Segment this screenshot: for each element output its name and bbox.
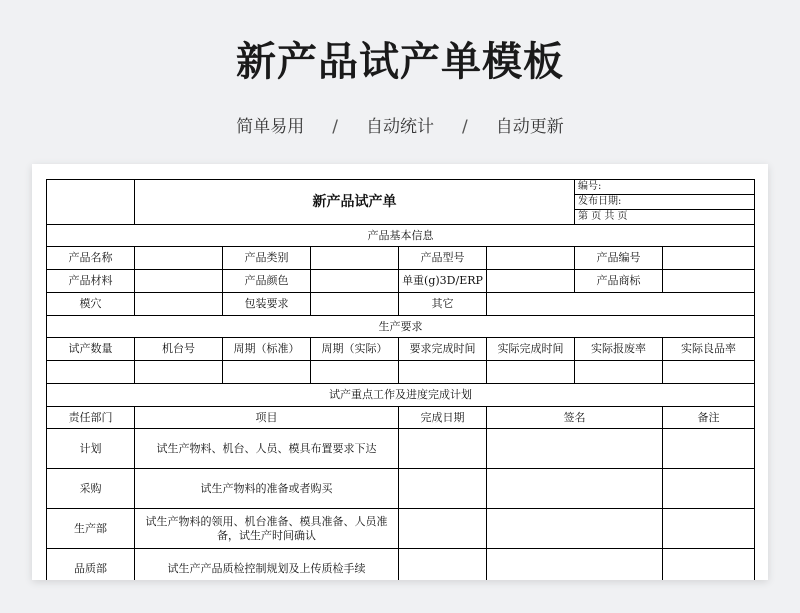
label-product-model: 产品型号: [399, 247, 487, 270]
label-packaging: 包装要求: [223, 293, 311, 316]
plan-row-signature[interactable]: [487, 549, 663, 581]
label-product-trademark: 产品商标: [575, 270, 663, 293]
label-product-name: 产品名称: [47, 247, 135, 270]
plan-row-date[interactable]: [399, 549, 487, 581]
field-cycle-actual[interactable]: [311, 361, 399, 384]
col-actual-finish: 实际完成时间: [487, 338, 575, 361]
field-product-color[interactable]: [311, 270, 399, 293]
col-remarks: 备注: [663, 407, 755, 429]
field-product-material[interactable]: [135, 270, 223, 293]
feature-easy: 简单易用: [236, 117, 305, 137]
field-other[interactable]: [487, 293, 755, 316]
section-production: 生产要求: [47, 316, 755, 338]
plan-row-signature[interactable]: [487, 469, 663, 509]
field-scrap-rate[interactable]: [575, 361, 663, 384]
label-product-color: 产品颜色: [223, 270, 311, 293]
separator: /: [462, 117, 468, 137]
col-yield-rate: 实际良品率: [663, 338, 755, 361]
plan-row-dept: 计划: [47, 429, 135, 469]
col-signature: 签名: [487, 407, 663, 429]
form-title: 新产品试产单: [135, 180, 575, 225]
plan-row-remarks[interactable]: [663, 509, 755, 549]
plan-row-dept: 品质部: [47, 549, 135, 581]
section-basic-info: 产品基本信息: [47, 225, 755, 247]
plan-row-signature[interactable]: [487, 429, 663, 469]
plan-row-item: 试生产物料的领用、机台准备、模具准备、人员准备，试生产时间确认: [135, 509, 399, 549]
logo-cell[interactable]: [47, 180, 135, 225]
field-product-name[interactable]: [135, 247, 223, 270]
col-scrap-rate: 实际报废率: [575, 338, 663, 361]
plan-row-date[interactable]: [399, 469, 487, 509]
col-machine-no: 机台号: [135, 338, 223, 361]
field-product-trademark[interactable]: [663, 270, 755, 293]
field-cycle-standard[interactable]: [223, 361, 311, 384]
col-cycle-actual: 周期（实际）: [311, 338, 399, 361]
plan-row-signature[interactable]: [487, 509, 663, 549]
field-mold-cavity[interactable]: [135, 293, 223, 316]
plan-row-item: 试生产物料的准备或者购买: [135, 469, 399, 509]
field-product-category[interactable]: [311, 247, 399, 270]
field-trial-qty[interactable]: [47, 361, 135, 384]
field-unit-weight[interactable]: [487, 270, 575, 293]
field-actual-finish[interactable]: [487, 361, 575, 384]
plan-row-remarks[interactable]: [663, 429, 755, 469]
field-machine-no[interactable]: [135, 361, 223, 384]
page-title: 新产品试产单模板: [236, 39, 564, 85]
label-product-number: 产品编号: [575, 247, 663, 270]
feature-tagline: [0, 112, 800, 137]
field-product-model[interactable]: [487, 247, 575, 270]
col-cycle-standard: 周期（标准）: [223, 338, 311, 361]
label-other: 其它: [399, 293, 487, 316]
label-product-category: 产品类别: [223, 247, 311, 270]
label-product-material: 产品材料: [47, 270, 135, 293]
field-yield-rate[interactable]: [663, 361, 755, 384]
plan-row-dept: 生产部: [47, 509, 135, 549]
field-required-finish[interactable]: [399, 361, 487, 384]
page-count-label[interactable]: 第 页 共 页: [575, 210, 755, 225]
plan-row-item: 试生产物料、机台、人员、模具布置要求下达: [135, 429, 399, 469]
feature-auto-stats: 自动统计: [366, 117, 434, 137]
trial-production-form: [46, 179, 755, 580]
col-finish-date: 完成日期: [399, 407, 487, 429]
field-packaging[interactable]: [311, 293, 399, 316]
label-mold-cavity: 模穴: [47, 293, 135, 316]
label-unit-weight: 单重(g)3D/ERP: [399, 270, 487, 293]
plan-row-date[interactable]: [399, 509, 487, 549]
separator: /: [332, 117, 338, 137]
plan-row-date[interactable]: [399, 429, 487, 469]
form-sheet: [32, 164, 768, 580]
doc-number-label[interactable]: 编号:: [575, 180, 755, 195]
plan-row-remarks[interactable]: [663, 549, 755, 581]
plan-row-remarks[interactable]: [663, 469, 755, 509]
plan-row-dept: 采购: [47, 469, 135, 509]
field-product-number[interactable]: [663, 247, 755, 270]
col-trial-qty: 试产数量: [47, 338, 135, 361]
feature-auto-update: 自动更新: [495, 117, 564, 137]
section-plan: 试产重点工作及进度完成计划: [47, 384, 755, 407]
plan-row-item: 试生产产品质检控制规划及上传质检手续: [135, 549, 399, 581]
col-item: 项目: [135, 407, 399, 429]
release-date-label[interactable]: 发布日期:: [575, 195, 755, 210]
col-required-finish: 要求完成时间: [399, 338, 487, 361]
col-department: 责任部门: [47, 407, 135, 429]
